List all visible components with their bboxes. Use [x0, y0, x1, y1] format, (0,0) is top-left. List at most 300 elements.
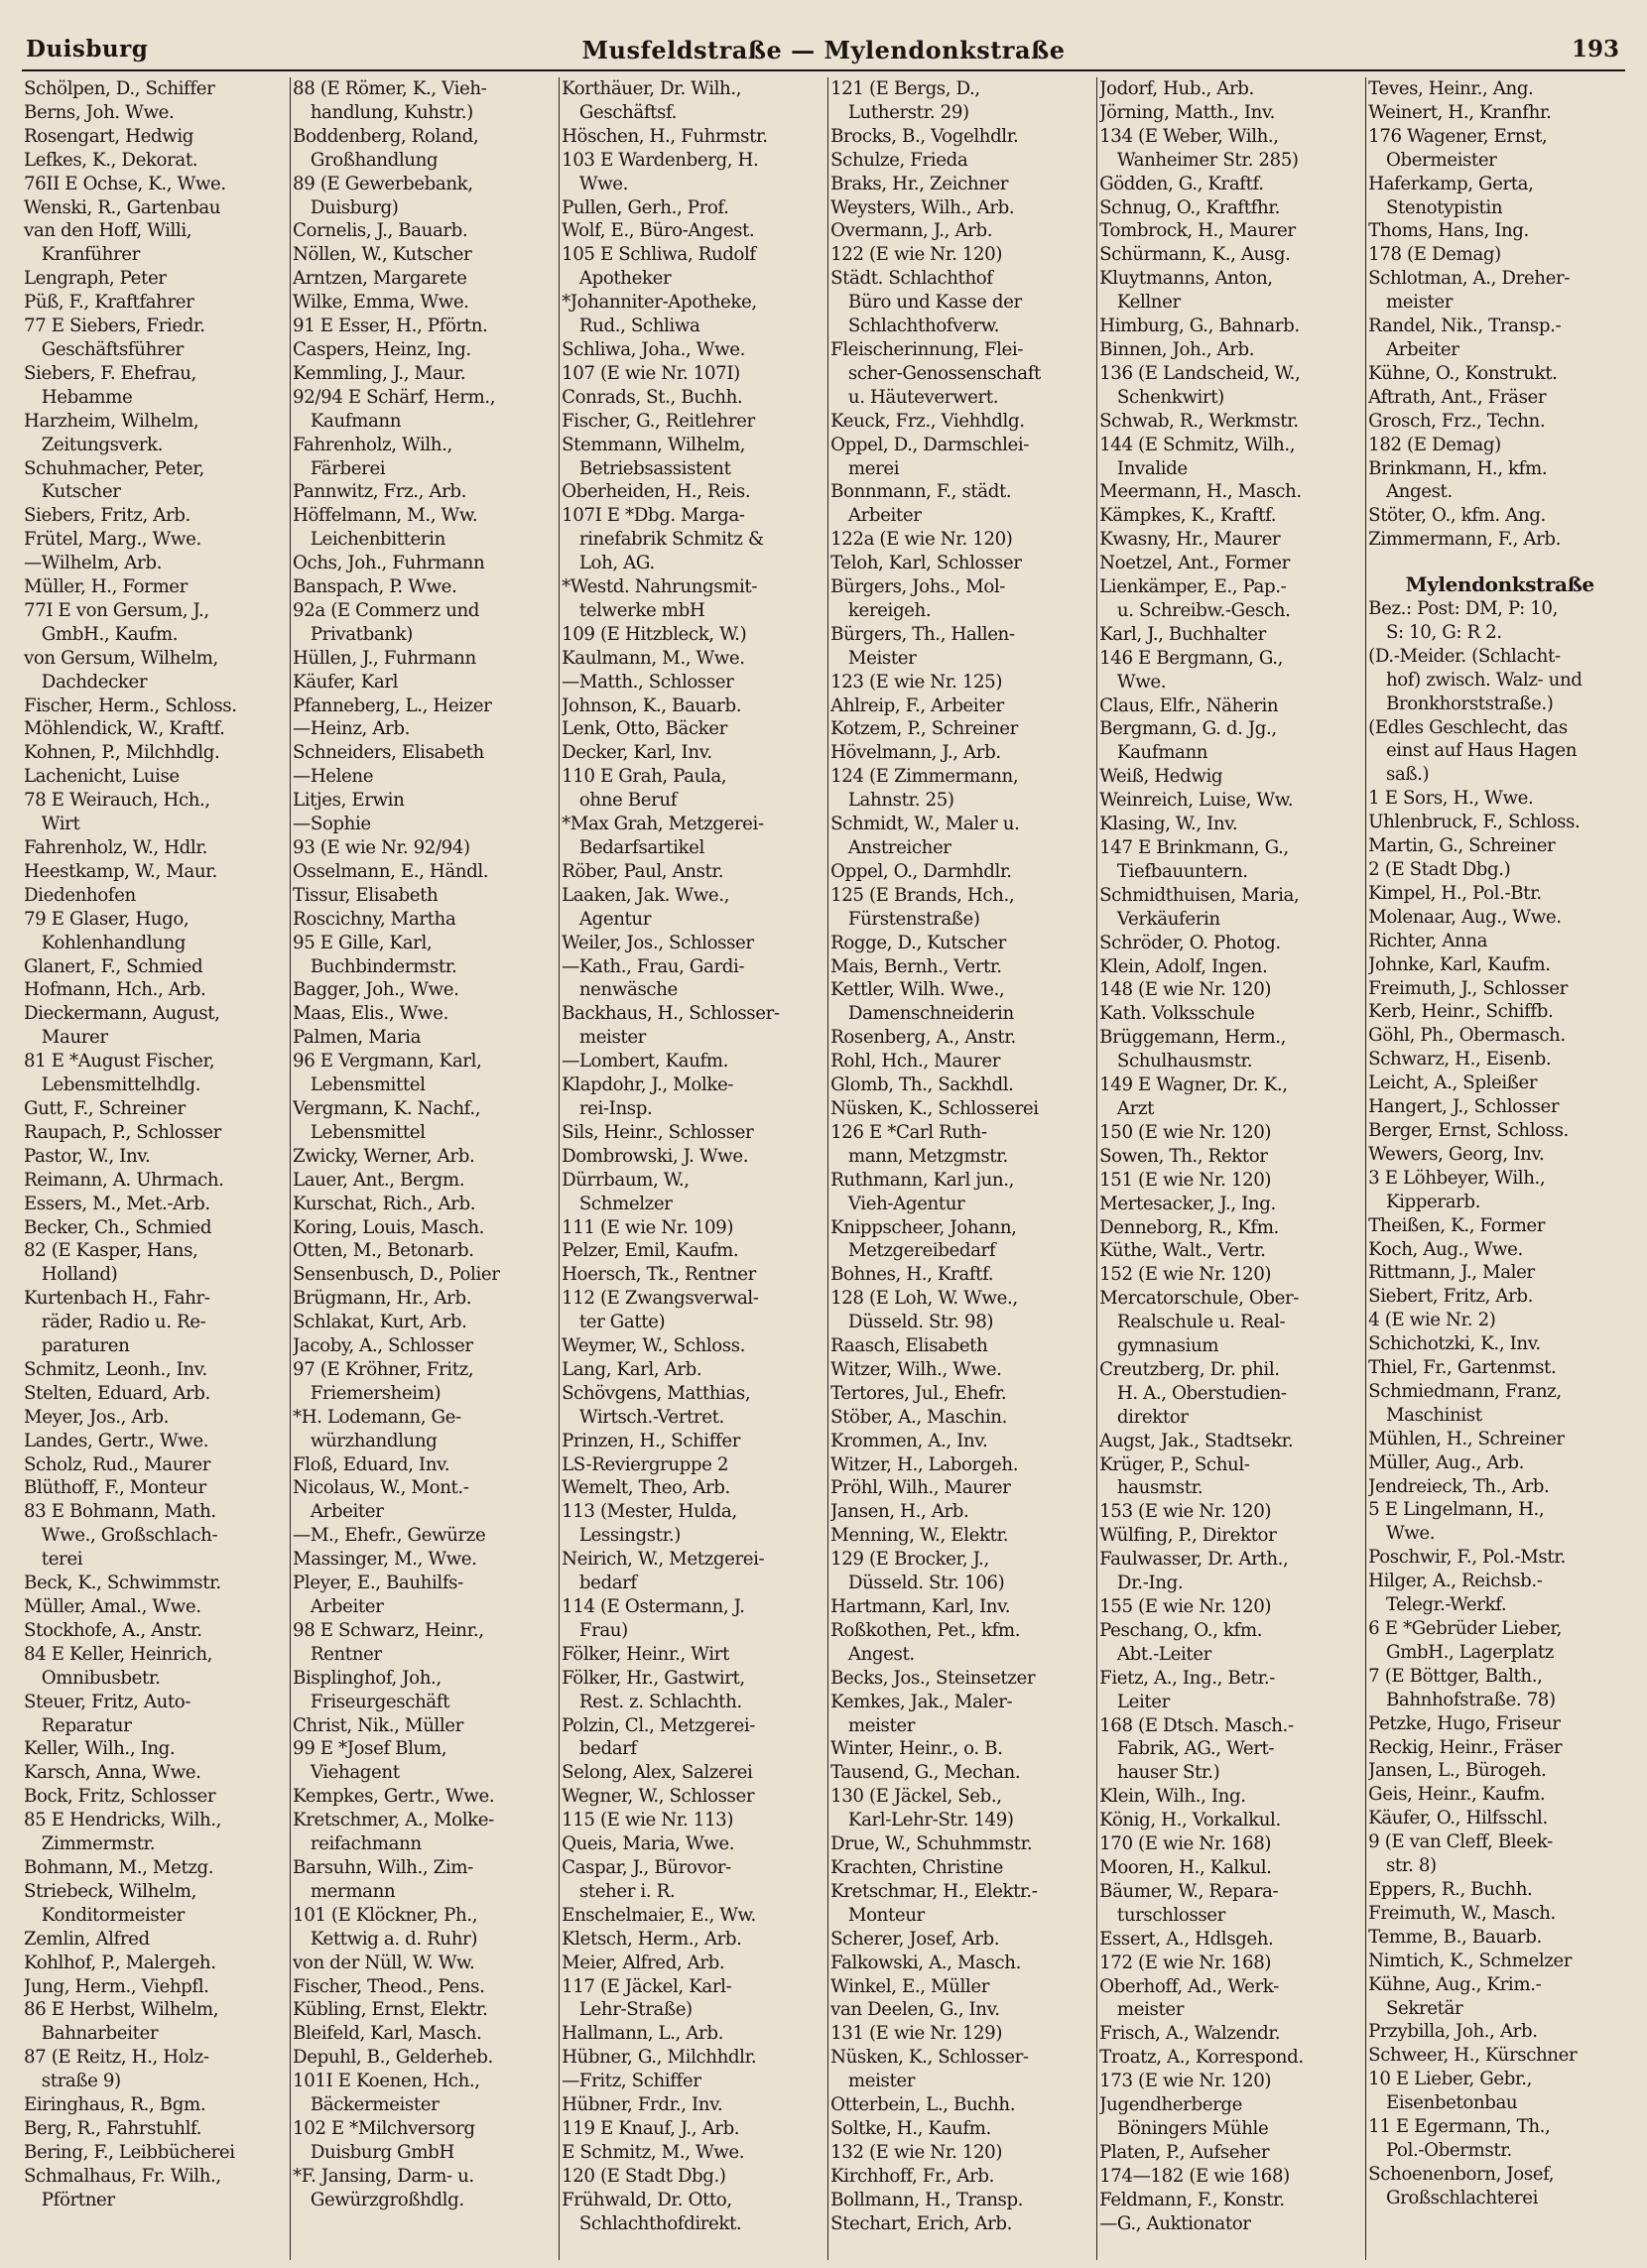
directory-entry: Großschlachterei	[1368, 2187, 1539, 2208]
directory-entry: Peschang, O., kfm.	[1099, 1619, 1263, 1641]
directory-entry: Schmelzer	[562, 1193, 673, 1214]
directory-entry: Johnke, Karl, Kaufm.	[1368, 953, 1551, 975]
directory-entry: LS-Reviergruppe 2	[562, 1453, 729, 1475]
directory-entry: Holland)	[24, 1264, 118, 1286]
directory-entry: Berns, Joh. Wwe.	[24, 101, 175, 123]
directory-entry: 125 (E Brands, Hch.,	[830, 884, 1015, 906]
directory-entry: *Westd. Nahrungsmit-	[562, 576, 758, 598]
directory-entry: 107 (E wie Nr. 107I)	[562, 362, 740, 384]
directory-entry: Mooren, H., Kalkul.	[1099, 1856, 1272, 1878]
directory-entry: Maas, Elis., Wwe.	[293, 1003, 448, 1025]
directory-entry: Noetzel, Ant., Former	[1099, 553, 1290, 574]
directory-entry: Neirich, W., Metzgerei-	[562, 1549, 765, 1571]
directory-entry: Siebers, Fritz, Arb.	[24, 505, 190, 527]
directory-entry: meister	[830, 2071, 916, 2092]
directory-entry: Wenski, R., Gartenbau	[24, 196, 221, 218]
directory-entry: Röber, Paul, Anstr.	[562, 860, 724, 882]
directory-entry: Stemmann, Wilhelm,	[562, 434, 746, 455]
directory-entry: Sekretär	[1368, 1997, 1463, 2019]
directory-entry: Kempkes, Gertr., Wwe.	[293, 1786, 495, 1808]
directory-entry: handlung, Kuhstr.)	[293, 101, 473, 123]
directory-entry: Leiter	[1099, 1691, 1170, 1712]
directory-entry: Nöllen, W., Kutscher	[293, 244, 472, 266]
directory-entry: Kettler, Wilh. Wwe.,	[830, 979, 1005, 1001]
directory-entry: räder, Radio u. Re-	[24, 1312, 206, 1333]
directory-entry: 119 E Knauf, J., Arb.	[562, 2117, 740, 2139]
directory-entry: Friseurgeschäft	[293, 1691, 449, 1712]
directory-entry: Viehagent	[293, 1762, 400, 1784]
directory-entry: 150 (E wie Nr. 120)	[1099, 1121, 1272, 1143]
directory-entry: Hangert, J., Schlosser	[1368, 1096, 1560, 1118]
directory-entry: Reimann, A. Uhrmach.	[24, 1169, 224, 1191]
directory-entry: Vieh-Agentur	[830, 1193, 965, 1214]
directory-entry: Roßkothen, Pet., kfm.	[830, 1619, 1021, 1641]
directory-entry: von Gersum, Wilhelm,	[24, 647, 218, 669]
directory-entry: Braks, Hr., Zeichner	[830, 173, 1009, 194]
directory-entry: Christ, Nik., Müller	[293, 1714, 463, 1736]
directory-entry: Freimuth, J., Schlosser	[1368, 977, 1568, 999]
directory-entry: Landes, Gertr., Wwe.	[24, 1430, 209, 1451]
directory-entry: Berger, Ernst, Schloss.	[1368, 1119, 1569, 1141]
directory-entry: Schmidt, W., Maler u.	[830, 814, 1020, 835]
directory-entry: Möhlendick, W., Kraftf.	[24, 718, 225, 740]
directory-entry: Lebensmittel	[293, 1074, 426, 1096]
directory-entry: Claus, Elfr., Näherin	[1099, 694, 1279, 716]
directory-entry: Mais, Bernh., Vertr.	[830, 955, 1002, 977]
directory-entry: Müller, Aug., Arb.	[1368, 1451, 1525, 1473]
directory-entry: Weymer, W., Schloss.	[562, 1335, 746, 1357]
directory-entry: 111 (E wie Nr. 109)	[562, 1216, 734, 1238]
directory-entry: Siebers, F. Ehefrau,	[24, 362, 196, 384]
directory-entry: telwerke mbH	[562, 599, 705, 621]
directory-entry: Verkäuferin	[1099, 908, 1220, 930]
directory-entry: 112 (E Zwangsverwal-	[562, 1288, 759, 1310]
directory-entry: Dürrbaum, W.,	[562, 1169, 690, 1191]
directory-entry: 174—182 (E wie 168)	[1099, 2165, 1290, 2187]
directory-entry: würzhandlung	[293, 1430, 438, 1451]
directory-entry: str. 8)	[1368, 1855, 1437, 1877]
directory-entry: Thoms, Hans, Ing.	[1368, 220, 1529, 242]
directory-entry: Wirtsch.-Vertret.	[562, 1406, 724, 1428]
directory-entry: Duisburg)	[293, 196, 399, 218]
directory-entry: 6 E *Gebrüder Lieber,	[1368, 1618, 1563, 1639]
directory-entry: Bahnarbeiter	[24, 2023, 159, 2045]
directory-entry: ohne Beruf	[562, 790, 678, 812]
directory-entry: Palmen, Maria	[293, 1027, 422, 1049]
directory-entry: straße 9)	[24, 2071, 121, 2092]
directory-entry: Frütel, Marg., Wwe.	[24, 529, 201, 551]
directory-entry: 85 E Hendricks, Wilh.,	[24, 1810, 222, 1831]
directory-entry: Bleifeld, Karl, Masch.	[293, 2023, 482, 2045]
directory-entry: Wegner, W., Schlosser	[562, 1786, 755, 1808]
directory-entry: *H. Lodemann, Ge-	[293, 1406, 461, 1428]
directory-entry: 168 (E Dtsch. Masch.-	[1099, 1714, 1294, 1736]
directory-entry: Bahnhofstraße. 78)	[1368, 1689, 1556, 1710]
directory-entry: *Max Grah, Metzgerei-	[562, 814, 764, 835]
directory-entry: 3 E Löhbeyer, Wilh.,	[1368, 1167, 1546, 1189]
directory-entry: 146 E Bergmann, G.,	[1099, 647, 1284, 669]
directory-entry: Krüger, P., Schul-	[1099, 1453, 1250, 1475]
directory-entry: Kettwig a. d. Ruhr)	[293, 1928, 478, 1950]
directory-entry: Schenkwirt)	[1099, 386, 1224, 408]
directory-entry: Höschen, H., Fuhrmstr.	[562, 125, 768, 147]
directory-entry: Dr.-Ing.	[1099, 1573, 1184, 1594]
directory-entry: Lebensmittelhdlg.	[24, 1074, 201, 1096]
directory-entry: Sowen, Th., Rektor	[1099, 1145, 1268, 1167]
directory-entry: Bonnmann, F., städt.	[830, 481, 1012, 503]
directory-entry: Bollmann, H., Transp.	[830, 2189, 1024, 2210]
directory-entry: Obermeister	[1368, 149, 1497, 171]
directory-entry: 88 (E Römer, K., Vieh-	[293, 78, 487, 99]
directory-entry: Kämpkes, K., Kraftf.	[1099, 505, 1277, 527]
directory-entry: Kühne, Aug., Krim.-	[1368, 1973, 1542, 1995]
directory-entry: Geschäftsführer	[24, 338, 184, 360]
directory-entry: Invalide	[1099, 457, 1188, 479]
directory-entry: (Edles Geschlecht, das	[1368, 716, 1568, 738]
directory-entry: Omnibusbetr.	[24, 1667, 161, 1689]
directory-entry: Fischer, G., Reitlehrer	[562, 410, 755, 432]
directory-entry: —Fritz, Schiffer	[562, 2071, 701, 2092]
directory-entry: 95 E Gille, Karl,	[293, 932, 433, 953]
directory-entry: —Sophie	[293, 814, 371, 835]
directory-entry: 151 (E wie Nr. 120)	[1099, 1169, 1272, 1191]
directory-entry: Becker, Ch., Schmied	[24, 1216, 212, 1238]
directory-entry: Düsseld. Str. 98)	[830, 1312, 994, 1333]
directory-entry: van Deelen, G., Inv.	[830, 1999, 1000, 2021]
directory-entry: Wülfing, P., Direktor	[1099, 1525, 1277, 1547]
directory-entry: Platen, P., Aufseher	[1099, 2141, 1270, 2163]
directory-entry: mermann	[293, 1880, 396, 1902]
directory-entry: Wanheimer Str. 285)	[1099, 149, 1299, 171]
directory-entry: Geis, Heinr., Kaufm.	[1368, 1784, 1546, 1806]
directory-entry: Soltke, H., Kaufm.	[830, 2117, 991, 2139]
directory-entry: Fölker, Hr., Gastwirt,	[562, 1667, 745, 1689]
directory-entry: Witzer, Wilh., Wwe.	[830, 1358, 1002, 1380]
directory-entry: Lutherstr. 29)	[830, 101, 969, 123]
directory-entry: Agentur	[562, 908, 652, 930]
directory-entry: GmbH., Kaufm.	[24, 623, 179, 645]
directory-entry: 115 (E wie Nr. 113)	[562, 1810, 734, 1831]
directory-entry: Kletsch, Herm., Arb.	[562, 1928, 742, 1950]
directory-entry: Klein, Wilh., Ing.	[1099, 1786, 1246, 1808]
directory-entry: Freimuth, W., Masch.	[1368, 1902, 1556, 1924]
directory-entry: Müller, H., Former	[24, 576, 188, 598]
directory-entry: Feldmann, F., Konstr.	[1099, 2189, 1285, 2210]
directory-entry: Nüsken, K., Schlosser-	[830, 2047, 1029, 2069]
directory-entry: meister	[1368, 292, 1454, 314]
directory-entry: Schwarz, H., Eisenb.	[1368, 1049, 1552, 1071]
directory-entry: 122a (E wie Nr. 120)	[830, 529, 1013, 551]
directory-entry: Molenaar, Aug., Wwe.	[1368, 906, 1562, 928]
directory-entry: 132 (E wie Nr. 120)	[830, 2141, 1003, 2163]
directory-entry: ter Gatte)	[562, 1312, 666, 1333]
directory-entry: Böningers Mühle	[1099, 2117, 1269, 2139]
directory-entry: Lienkämper, E., Pap.-	[1099, 576, 1287, 598]
directory-entry: 173 (E wie Nr. 120)	[1099, 2071, 1272, 2092]
directory-entry: gymnasium	[1099, 1335, 1219, 1357]
directory-entry: Winkel, E., Müller	[830, 1975, 990, 1997]
directory-entry: Bronkhorststraße.)	[1368, 693, 1554, 714]
directory-entry: Schölpen, D., Schiffer	[24, 78, 215, 99]
directory-entry: Dachdecker	[24, 671, 148, 693]
directory-entry: Berg, R., Fahrstuhlf.	[24, 2117, 202, 2139]
directory-entry: Haferkamp, Gerta,	[1368, 173, 1534, 194]
directory-entry: 107I E *Dbg. Marga-	[562, 505, 745, 527]
directory-entry: Gutt, F., Schreiner	[24, 1097, 186, 1119]
directory-entry: Blüthoff, F., Monteur	[24, 1477, 206, 1499]
directory-entry: Kipperarb.	[1368, 1191, 1481, 1212]
directory-entry: Schlotman, A., Dreher-	[1368, 268, 1570, 290]
directory-entry: 176 Wagener, Ernst,	[1368, 125, 1548, 147]
directory-entry: Floß, Eduard, Inv.	[293, 1453, 450, 1475]
directory-entry: Lahnstr. 25)	[830, 790, 954, 812]
directory-entry: Drue, W., Schuhmmstr.	[830, 1833, 1033, 1855]
directory-entry: Hoersch, Tk., Rentner	[562, 1264, 756, 1286]
directory-entry: Krachten, Christine	[830, 1856, 1003, 1878]
directory-entry: Kaulmann, M., Wwe.	[562, 647, 745, 669]
directory-entry: van den Hoff, Willi,	[24, 220, 192, 242]
directory-entry: Queis, Maria, Wwe.	[562, 1833, 735, 1855]
directory-entry: Konditormeister	[24, 1904, 185, 1926]
directory-entry: —Wilhelm, Arb.	[24, 553, 162, 574]
directory-entry: 11 E Egermann, Th.,	[1368, 2116, 1551, 2138]
directory-entry: Randel, Nik., Transp.-	[1368, 315, 1562, 337]
directory-entry: hof) zwisch. Walz- und	[1368, 669, 1583, 691]
directory-entry: Kemmling, J., Maur.	[293, 362, 466, 384]
directory-column	[291, 77, 560, 2260]
directory-entry: Lehr-Straße)	[562, 1999, 693, 2021]
directory-entry: Caspar, J., Bürovor-	[562, 1856, 731, 1878]
directory-entry: 147 E Brinkmann, G.,	[1099, 837, 1289, 858]
directory-entry: Depuhl, B., Gelderheb.	[293, 2047, 493, 2069]
directory-entry: 123 (E wie Nr. 125)	[830, 671, 1003, 693]
directory-entry: 78 E Weirauch, Hch.,	[24, 790, 210, 812]
directory-entry: Kimpel, H., Pol.-Btr.	[1368, 882, 1542, 904]
directory-entry: Wolf, E., Büro-Angest.	[562, 220, 755, 242]
directory-entry: bedarf	[562, 1573, 637, 1594]
directory-columns	[22, 77, 1635, 2260]
directory-entry: 114 (E Ostermann, J.	[562, 1596, 745, 1617]
directory-entry: Otten, M., Betonarb.	[293, 1240, 474, 1262]
directory-entry: Arntzen, Margarete	[293, 268, 467, 290]
directory-entry: 1 E Sors, H., Wwe.	[1368, 788, 1534, 810]
directory-entry: paraturen	[24, 1335, 130, 1357]
directory-entry: Abt.-Leiter	[1099, 1643, 1211, 1665]
directory-entry: Barsuhn, Wilh., Zim-	[293, 1856, 473, 1878]
directory-entry: 155 (E wie Nr. 120)	[1099, 1596, 1272, 1617]
directory-entry: Lenk, Otto, Bäcker	[562, 718, 727, 740]
directory-entry: Boddenberg, Roland,	[293, 125, 479, 147]
directory-entry: Kotzem, P., Schreiner	[830, 718, 1018, 740]
directory-entry: —M., Ehefr., Gewürze	[293, 1525, 486, 1547]
directory-entry: 92a (E Commerz und	[293, 599, 480, 621]
directory-entry: 170 (E wie Nr. 168)	[1099, 1833, 1272, 1855]
directory-entry: Prinzen, H., Schiffer	[562, 1430, 741, 1451]
directory-entry: Bohmann, M., Metzg.	[24, 1856, 214, 1878]
directory-entry: 83 E Bohmann, Math.	[24, 1501, 216, 1523]
directory-entry: 96 E Vergmann, Karl,	[293, 1051, 482, 1072]
directory-entry: Hübner, G., Milchhdlr.	[562, 2047, 757, 2069]
directory-entry: Stockhofe, A., Anstr.	[24, 1619, 202, 1641]
directory-entry: Hübner, Frdr., Inv.	[562, 2094, 723, 2116]
directory-entry: 101 (E Klöckner, Ph.,	[293, 1904, 478, 1926]
directory-entry: Lessingstr.)	[562, 1525, 681, 1547]
directory-entry: Schichotzki, K., Inv.	[1368, 1333, 1541, 1355]
directory-entry: Weiler, Jos., Schlosser	[562, 932, 754, 953]
directory-entry: Pullen, Gerh., Prof.	[562, 196, 729, 218]
directory-entry: Dieckermann, August,	[24, 1003, 220, 1025]
directory-entry: Pröhl, Wilh., Maurer	[830, 1477, 1011, 1499]
page-number: 193	[1571, 36, 1619, 63]
directory-entry: von der Nüll, W. Ww.	[293, 1952, 475, 1973]
directory-entry: Duisburg GmbH	[293, 2141, 454, 2163]
directory-entry: Schmidthuisen, Maria,	[1099, 884, 1300, 906]
directory-entry: Schlachthofdirekt.	[562, 2212, 742, 2234]
directory-entry: Schmitz, Leonh., Inv.	[24, 1358, 207, 1380]
directory-entry: Hebamme	[24, 386, 133, 408]
directory-entry: Arbeiter	[293, 1596, 384, 1617]
directory-entry: Massinger, M., Wwe.	[293, 1549, 477, 1571]
directory-entry: Schnug, O., Kraftfhr.	[1099, 196, 1280, 218]
directory-entry: Zimmermann, F., Arb.	[1368, 529, 1562, 551]
directory-entry: Kurtenbach H., Fahr-	[24, 1288, 210, 1310]
directory-entry: 4 (E wie Nr. 2)	[1368, 1310, 1496, 1331]
directory-entry: Brügmann, Hr., Arb.	[293, 1288, 472, 1310]
directory-entry: Troatz, A., Korrespond.	[1099, 2047, 1304, 2069]
directory-entry: Karl, J., Buchhalter	[1099, 623, 1266, 645]
directory-entry: H. A., Oberstudien-	[1099, 1382, 1287, 1404]
directory-entry: Weinreich, Luise, Ww.	[1099, 790, 1294, 812]
directory-entry: Schürmann, K., Ausg.	[1099, 244, 1291, 266]
directory-entry: Oppel, D., Darmschlei-	[830, 434, 1030, 455]
directory-entry: Tombrock, H., Maurer	[1099, 220, 1296, 242]
directory-entry: Litjes, Erwin	[293, 790, 405, 812]
directory-entry: 148 (E wie Nr. 120)	[1099, 979, 1272, 1001]
directory-entry: Zimmermstr.	[24, 1833, 156, 1855]
directory-entry: Bock, Fritz, Schlosser	[24, 1786, 216, 1808]
directory-entry: 110 E Grah, Paula,	[562, 766, 727, 788]
directory-entry: Cornelis, J., Bauarb.	[293, 220, 468, 242]
directory-entry: Klein, Adolf, Ingen.	[1099, 955, 1268, 977]
directory-entry: Poschwir, F., Pol.-Mstr.	[1368, 1547, 1566, 1569]
page-header	[22, 30, 1625, 71]
directory-entry: Kretschmar, H., Elektr.-	[830, 1880, 1038, 1902]
directory-column	[1366, 77, 1635, 2260]
directory-entry: Witzer, H., Laborgeh.	[830, 1453, 1019, 1475]
directory-entry: 92/94 E Schärf, Herm.,	[293, 386, 496, 408]
directory-entry: Stöber, A., Maschin.	[830, 1406, 1007, 1428]
directory-entry: *F. Jansing, Darm- u.	[293, 2165, 474, 2187]
directory-entry: Jörning, Matth., Inv.	[1099, 101, 1276, 123]
directory-entry: —G., Auktionator	[1099, 2212, 1251, 2234]
directory-entry: nenwäsche	[562, 979, 678, 1001]
directory-entry: —Helene	[293, 766, 374, 788]
directory-entry: Arbeiter	[1368, 338, 1459, 360]
directory-entry: Kirchhoff, Fr., Arb.	[830, 2165, 995, 2187]
directory-entry: Angest.	[1368, 481, 1453, 503]
directory-entry: Rittmann, J., Maler	[1368, 1262, 1535, 1284]
directory-entry: Rentner	[293, 1643, 382, 1665]
directory-entry: Pannwitz, Frz., Arb.	[293, 481, 467, 503]
directory-entry: Oberhoff, Ad., Werk-	[1099, 1975, 1279, 1997]
directory-entry: Koch, Aug., Wwe.	[1368, 1238, 1523, 1260]
directory-entry: Brinkmann, H., kfm.	[1368, 457, 1548, 479]
directory-entry: Uhlenbruck, F., Schloss.	[1368, 812, 1581, 833]
directory-entry: 102 E *Milchversorg	[293, 2117, 475, 2139]
directory-entry: Teloh, Karl, Schlosser	[830, 553, 1022, 574]
directory-entry: Färberei	[293, 457, 386, 479]
directory-entry: Fölker, Heinr., Wirt	[562, 1643, 729, 1665]
directory-entry: Käufer, O., Hilfsschl.	[1368, 1808, 1548, 1829]
directory-entry: *Johanniter-Apotheke,	[562, 292, 757, 314]
directory-entry: u. Häuteverwert.	[830, 386, 999, 408]
directory-entry: Stenotypistin	[1368, 196, 1503, 218]
directory-entry: Weiß, Hedwig	[1099, 766, 1223, 788]
directory-entry: Nimtich, K., Schmelzer	[1368, 1950, 1573, 1971]
directory-entry: Otterbein, L., Buchh.	[830, 2094, 1016, 2116]
directory-entry: Kluytmanns, Anton,	[1099, 268, 1273, 290]
directory-entry: —Heinz, Arb.	[293, 718, 410, 740]
directory-entry: Zeitungsverk.	[24, 434, 164, 455]
directory-entry: Stöter, O., kfm. Ang.	[1368, 505, 1546, 527]
street-range-title: Musfeldstraße — Mylendonkstraße	[581, 36, 1066, 64]
directory-entry: Frühwald, Dr. Otto,	[562, 2189, 732, 2210]
directory-entry: Sils, Heinr., Schlosser	[562, 1121, 754, 1143]
directory-entry: S: 10, G: R 2.	[1368, 621, 1502, 643]
directory-entry: Bez.: Post: DM, P: 10,	[1368, 598, 1558, 620]
directory-entry: 84 E Keller, Heinrich,	[24, 1643, 213, 1665]
directory-entry: Bedarfsartikel	[562, 837, 704, 858]
directory-entry: Kerb, Heinr., Schiffb.	[1368, 1001, 1554, 1023]
directory-entry: 121 (E Bergs, D.,	[830, 78, 980, 99]
directory-entry: Becks, Jos., Steinsetzer	[830, 1667, 1036, 1689]
directory-entry: Kurschat, Rich., Arb.	[293, 1193, 476, 1214]
directory-entry: Bohnes, H., Kraftf.	[830, 1264, 994, 1286]
directory-entry: Bering, F., Leibbücherei	[24, 2141, 235, 2163]
directory-entry: Winter, Heinr., o. B.	[830, 1738, 1003, 1760]
directory-entry: Jansen, H., Arb.	[830, 1501, 969, 1523]
directory-entry: Selong, Alex, Salzerei	[562, 1762, 753, 1784]
directory-entry: Bergmann, G. d. Jg.,	[1099, 718, 1277, 740]
directory-entry: Beck, K., Schwimmstr.	[24, 1573, 221, 1594]
directory-entry: reifachmann	[293, 1833, 422, 1855]
directory-entry: Wirt	[24, 814, 80, 835]
directory-entry: Pförtner	[24, 2189, 115, 2210]
directory-entry: Schövgens, Matthias,	[562, 1382, 751, 1404]
directory-entry: Tertores, Jul., Ehefr.	[830, 1382, 1007, 1404]
directory-entry: Binnen, Joh., Arb.	[1099, 338, 1255, 360]
directory-entry: Mühlen, H., Schreiner	[1368, 1428, 1565, 1449]
directory-entry: —Lombert, Kaufm.	[562, 1051, 728, 1072]
spacer	[1368, 552, 1631, 564]
directory-entry: steher i. R.	[562, 1880, 676, 1902]
directory-entry: Overmann, J., Arb.	[830, 220, 993, 242]
directory-entry: 149 E Wagner, Dr. K.,	[1099, 1074, 1288, 1096]
directory-entry: Karl-Lehr-Str. 149)	[830, 1810, 1014, 1831]
directory-entry: Fürstenstraße)	[830, 908, 980, 930]
directory-entry: Fabrik, AG., Wert-	[1099, 1738, 1275, 1760]
directory-entry: (D.-Meider. (Schlacht-	[1368, 645, 1561, 667]
directory-entry: Hüllen, J., Fuhrmann	[293, 647, 476, 669]
directory-entry: Diedenhofen	[24, 884, 136, 906]
directory-entry: Rest. z. Schlachth.	[562, 1691, 742, 1712]
directory-entry: Müller, Amal., Wwe.	[24, 1596, 201, 1617]
directory-entry: 82 (E Kasper, Hans,	[24, 1240, 198, 1262]
directory-entry: Oberheiden, H., Reis.	[562, 481, 751, 503]
directory-entry: Wemelt, Theo, Arb.	[562, 1477, 730, 1499]
directory-entry: 10 E Lieber, Gebr.,	[1368, 2069, 1533, 2090]
directory-entry: Lauer, Ant., Bergm.	[293, 1169, 465, 1191]
